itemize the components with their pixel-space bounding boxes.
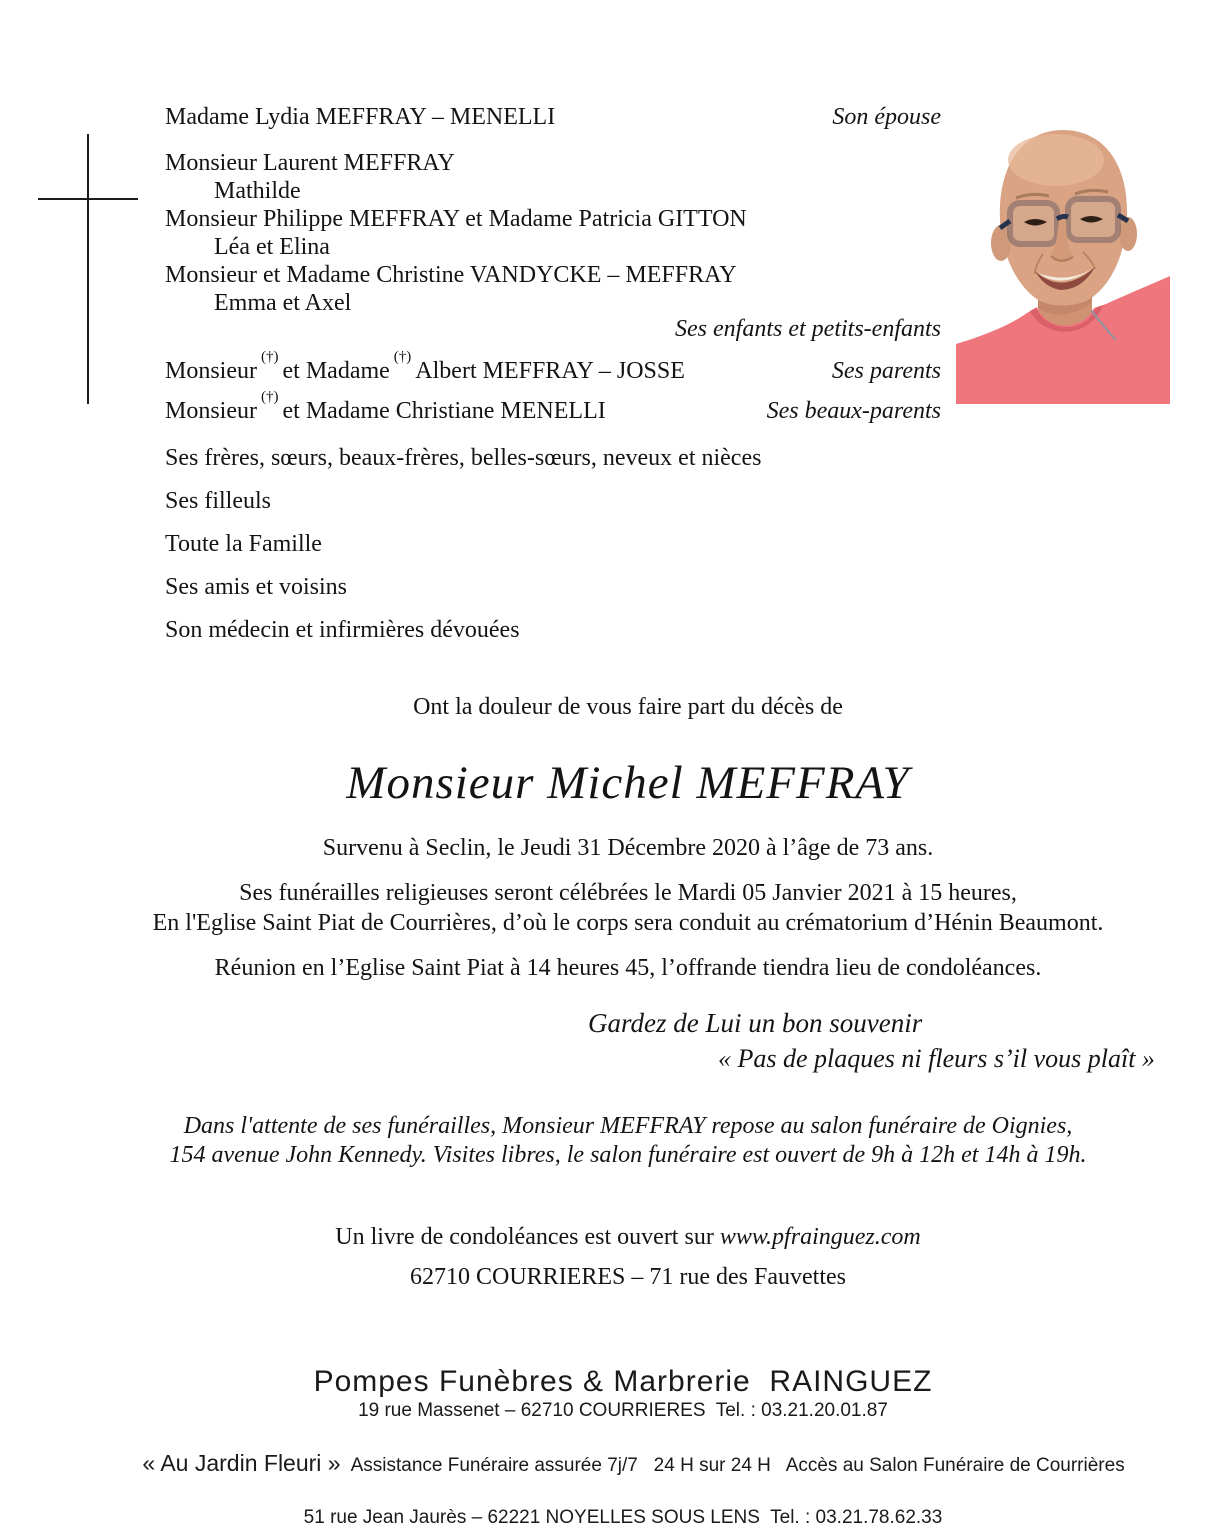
inlaws-names: Monsieur(†)et Madame Christiane MENELLI [165, 389, 606, 424]
gathering-info: Réunion en l’Eglise Saint Piat à 14 heures 45, l’offrande tiendra lieu de condoléances. [214, 955, 1042, 981]
deceased-name-title: Monsieur Michel MEFFRAY [346, 757, 910, 809]
children-relation: Ses enfants et petits-enfants [675, 316, 941, 342]
relatives-line: Ses amis et voisins [165, 574, 348, 600]
portrait-illustration [956, 116, 1170, 404]
deceased-dagger-mark: (†) [261, 389, 279, 405]
grandchild-line: Léa et Elina [214, 234, 330, 260]
deceased-dagger-mark: (†) [393, 349, 412, 365]
grandchild-line: Mathilde [214, 178, 301, 204]
announcement-block [34, 693, 1214, 983]
funeral-home-brand-line [32, 1424, 1214, 1505]
funeral-home-address-2: 51 rue Jean Jaurès – 62221 NOYELLES SOUS LENS Tel. : 03.21.78.62.33 [303, 1507, 943, 1528]
inlaws-relation: Ses beaux-parents [766, 398, 941, 424]
funeral-home-services: Assistance Funéraire assurée 7j/7 24 H sur 24 H Accès au Salon Funéraire de Courrières [350, 1455, 1125, 1476]
relatives-line: Son médecin et infirmières dévouées [165, 617, 520, 643]
spouse-relation: Son épouse [832, 104, 941, 130]
child-line: Monsieur Laurent MEFFRAY [165, 150, 455, 176]
funeral-home-name: Pompes Funèbres & Marbrerie RAINGUEZ [313, 1365, 933, 1398]
deceased-dagger-mark: (†) [261, 349, 279, 365]
city-address: 62710 COURRIERES – 71 rue des Fauvettes [410, 1264, 846, 1290]
funeral-home-address-1: 19 rue Massenet – 62710 COURRIERES Tel. : 03.21.20.01.87 [358, 1400, 888, 1421]
funeral-home-footer [0, 1365, 1214, 1530]
funeral-line-1: Ses funérailles religieuses seront célébrées le Mardi 05 Janvier 2021 à 15 heures, [239, 880, 1017, 906]
deceased-portrait [956, 116, 1170, 404]
no-flowers-quote: « Pas de plaques ni fleurs s’il vous plaît » [718, 1044, 1155, 1073]
relatives-line: Ses filleuls [165, 488, 271, 514]
child-line: Monsieur Philippe MEFFRAY et Madame Patricia GITTON [165, 206, 747, 232]
parents-relation: Ses parents [831, 358, 941, 384]
funeral-home-brand: « Au Jardin Fleuri » [142, 1450, 341, 1476]
death-info: Survenu à Seclin, le Jeudi 31 Décembre 2020 à l’âge de 73 ans. [322, 835, 934, 861]
announcement-intro: Ont la douleur de vous faire part du décès de [413, 694, 843, 720]
condolence-book-line [34, 1224, 1214, 1251]
repose-line-2: 154 avenue John Kennedy. Visites libres, le salon funéraire est ouvert de 9h à 12h et 14h à 19h. [169, 1142, 1087, 1168]
memory-quote: Gardez de Lui un bon souvenir [588, 1008, 923, 1038]
spouse-row [165, 103, 941, 131]
repose-line-1: Dans l'attente de ses funérailles, Monsieur MEFFRAY repose au salon funéraire de Oignies, [183, 1113, 1073, 1139]
grandchild-line: Emma et Axel [214, 290, 352, 316]
parents-row [165, 349, 941, 385]
family-list [165, 103, 941, 644]
funeral-details [34, 878, 1214, 938]
memorial-cross-icon [36, 134, 146, 406]
repose-info [34, 1112, 1214, 1170]
spouse-name: Madame Lydia MEFFRAY – MENELLI [165, 104, 556, 130]
funeral-line-2: En l'Eglise Saint Piat de Courrières, d’où le corps sera conduit au crématorium d’Hénin Beaumont. [152, 910, 1104, 936]
condolence-book-text: Un livre de condoléances est ouvert sur [335, 1224, 720, 1250]
relatives-line: Toute la Famille [165, 531, 322, 557]
condolence-book-url: www.pfrainguez.com [719, 1224, 921, 1250]
relatives-line: Ses frères, sœurs, beaux-frères, belles-sœurs, neveux et nièces [165, 445, 762, 471]
child-line: Monsieur et Madame Christine VANDYCKE – MEFFRAY [165, 262, 737, 288]
inlaws-row [165, 389, 941, 425]
parents-names: Monsieur(†)et Madame(†)Albert MEFFRAY – JOSSE [165, 349, 685, 384]
